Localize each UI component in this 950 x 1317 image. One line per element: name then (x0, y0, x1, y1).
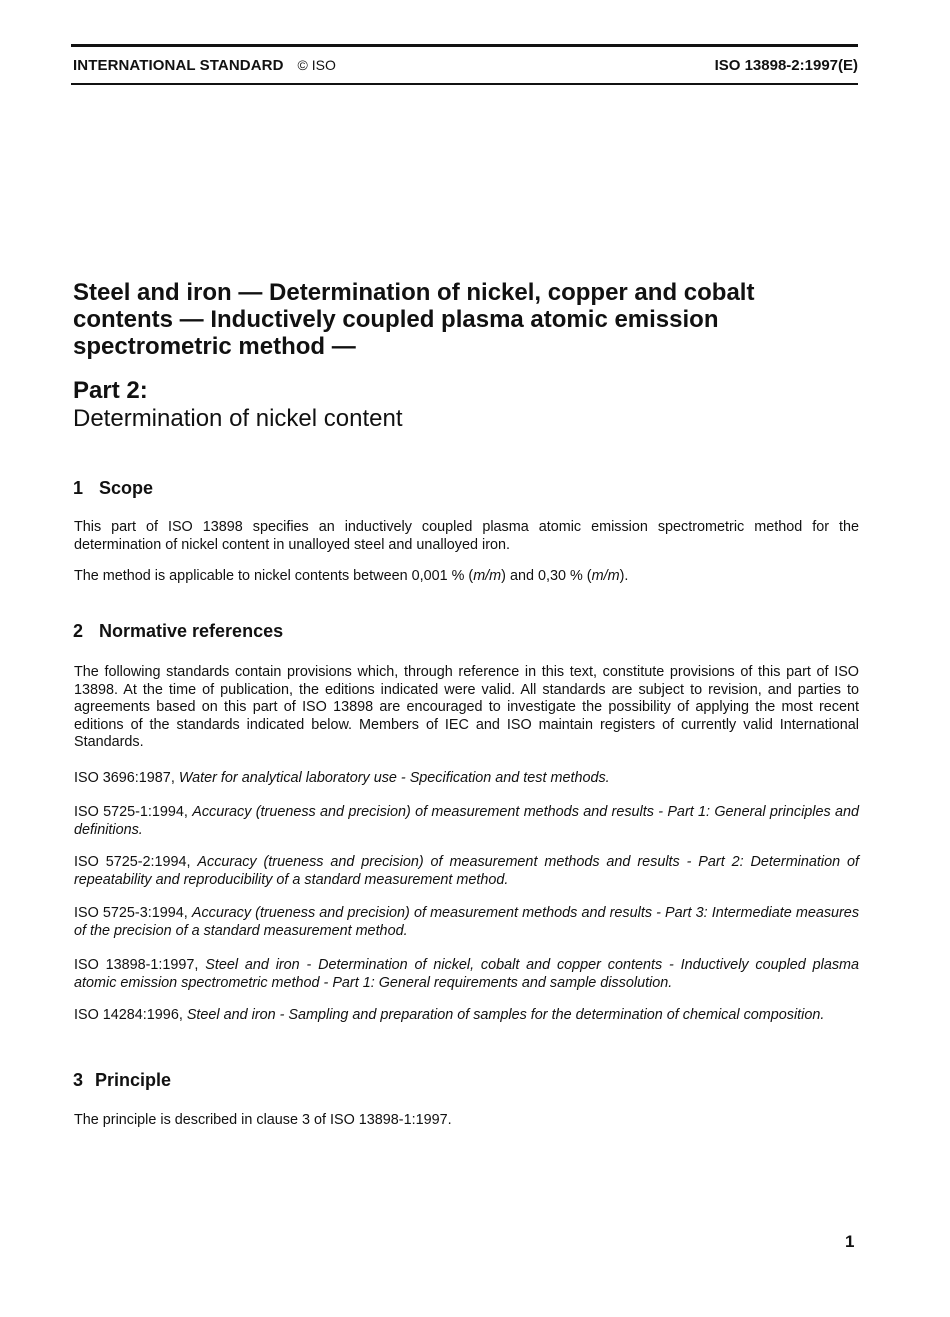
header-top-rule (71, 44, 858, 47)
principle-paragraph: The principle is described in clause 3 of ISO 13898-1:1997. (74, 1112, 452, 1128)
unit-mm-2: m/m (591, 568, 620, 584)
title-block (73, 279, 833, 433)
scope-paragraph-1: This part of ISO 13898 specifies an inductively coupled plasma atomic emission spectrometric method for the determination of nickel content in unalloyed steel and unalloyed iron. (74, 519, 859, 553)
section-title: Scope (99, 478, 154, 498)
title-line-3: spectrometric method — (73, 333, 356, 360)
reference-title: Accuracy (trueness and precision) of measurement methods and results - Part 1: General principles and definitions. (74, 804, 859, 838)
reference-code: ISO 5725-1:1994, (74, 804, 193, 820)
reference-title: Water for analytical laboratory use - Specification and test methods. (178, 770, 610, 786)
reference-item (74, 804, 859, 839)
section-title: Principle (95, 1070, 172, 1090)
reference-item (74, 1007, 859, 1025)
standard-type-label: INTERNATIONAL STANDARD (73, 57, 284, 74)
reference-title: Steel and iron - Sampling and preparation of samples for the determination of chemical composition. (186, 1007, 825, 1023)
section-number: 2 (73, 621, 84, 641)
section-heading-scope (73, 478, 153, 499)
unit-mm-1: m/m (473, 568, 502, 584)
section-number: 3 (73, 1070, 84, 1090)
section-title: Normative references (99, 621, 284, 641)
document-id: ISO 13898-2:1997(E) (714, 57, 858, 74)
reference-code: ISO 14284:1996, (74, 1007, 187, 1023)
reference-code: ISO 5725-3:1994, (74, 905, 192, 921)
scope-paragraph-2 (74, 568, 859, 586)
reference-item (74, 957, 859, 992)
reference-title: Accuracy (trueness and precision) of measurement methods and results - Part 2: Determination of repeatability and reproducibility of a standard measurement method. (74, 854, 859, 888)
document-title (73, 279, 833, 360)
reference-title: Steel and iron - Determination of nickel, cobalt and copper contents - Inductively coupled plasma atomic emission spectrometric method - Part 1: General requirements and sample dissolution. (74, 957, 860, 991)
scope-p2-start: The method is applicable to nickel contents between 0,001 % ( (74, 568, 474, 584)
reference-item (74, 854, 859, 889)
section-heading-principle (73, 1070, 171, 1091)
header-left (73, 57, 336, 74)
page-number: 1 (845, 1232, 855, 1251)
normative-intro: The following standards contain provisions which, through reference in this text, constitute provisions of this part of ISO 13898. At the time of publication, the editions indicated were valid. All standards are subject to revision, and parties to agreements based on this part of ISO 13898 are encouraged to investigate the possibility of applying the most recent editions of the standards indicated below. Members of IEC and ISO maintain registers of currently valid International Standards. (74, 664, 859, 750)
title-line-2: contents — Inductively coupled plasma atomic emission (73, 306, 719, 333)
reference-title: Accuracy (trueness and precision) of measurement methods and results - Part 3: Intermediate measures of the precision of a standard measurement method. (74, 905, 860, 939)
running-header (73, 57, 858, 74)
reference-code: ISO 5725-2:1994, (74, 854, 198, 870)
copyright-label: © ISO (297, 57, 336, 73)
section-heading-normative-references (73, 621, 283, 642)
reference-item (74, 905, 859, 940)
reference-code: ISO 3696:1987, (74, 770, 179, 786)
part-label: Part 2: (73, 377, 148, 404)
reference-code: ISO 13898-1:1997, (74, 957, 206, 973)
reference-item (74, 770, 859, 788)
part-subtitle: Determination of nickel content (73, 405, 403, 432)
section-number: 1 (73, 478, 84, 498)
scope-p2-end: ). (619, 568, 629, 584)
title-line-1: Steel and iron — Determination of nickel, copper and cobalt (73, 279, 755, 306)
header-bottom-rule (71, 83, 858, 85)
scope-p2-mid: ) and 0,30 % ( (501, 568, 592, 584)
